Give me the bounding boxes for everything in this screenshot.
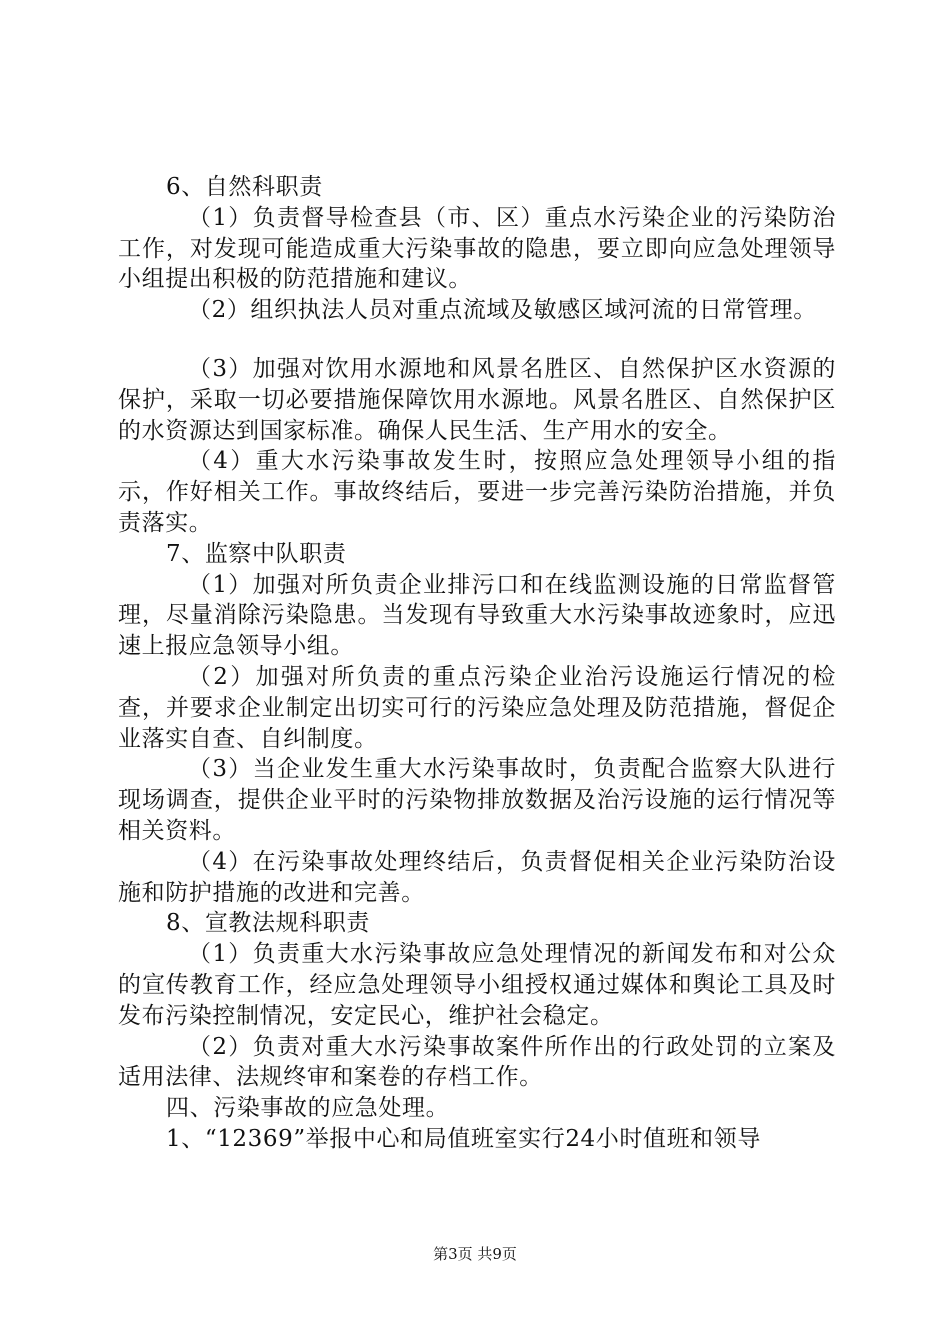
section-heading-natural-dept: 6、自然科职责 [166, 174, 323, 200]
section-heading-inspection-team: 7、监察中队职责 [166, 540, 347, 567]
paragraph: （2）组织执法人员对重点流域及敏感区域河流的日常管理。 [188, 297, 817, 324]
paragraph: 1、“12369”举报中心和局值班室实行24小时值班和领导 [166, 1125, 761, 1152]
paragraph: （3）当企业发生重大水污染事故时，负责配合监察大队进行现场调查，提供企业平时的污染物排放数据及治污设施的运行情况等相关资料。 [118, 756, 836, 844]
paragraph: （1）负责重大水污染事故应急处理情况的新闻发布和对公众的宣传教育工作，经应急处理领导小组授权通过媒体和舆论工具及时发布污染控制情况，安定民心，维护社会稳定。 [118, 941, 836, 1029]
paragraph: （1）加强对所负责企业排污口和在线监测设施的日常监督管理，尽量消除污染隐患。当发现有导致重大水污染事故迹象时，应迅速上报应急领导小组。 [118, 571, 836, 660]
paragraph: （1）负责督导检查县（市、区）重点水污染企业的污染防治工作，对发现可能造成重大污染事故的隐患，要立即向应急处理领导小组提出积极的防范措施和建议。 [118, 204, 836, 293]
section-heading-emergency: 四、污染事故的应急处理。 [166, 1095, 450, 1122]
paragraph: （3）加强对饮用水源地和风景名胜区、自然保护区水资源的保护，采取一切必要措施保障饮用水源地。风景名胜区、自然保护区的水资源达到国家标准。确保人民生活、生产用水的安全。 [118, 355, 836, 444]
paragraph: （2）负责对重大水污染事故案件所作出的行政处罚的立案及适用法律、法规终审和案卷的存档工作。 [118, 1033, 836, 1091]
document-body [118, 172, 836, 1155]
paragraph: （4）重大水污染事故发生时，按照应急处理领导小组的指示，作好相关工作。事故终结后，要进一步完善污染防治措施，并负责落实。 [118, 448, 836, 536]
paragraph: （2）加强对所负责的重点污染企业治污设施运行情况的检查，并要求企业制定出切实可行的污染应急处理及防范措施，督促企业落实自查、自纠制度。 [118, 663, 836, 752]
paragraph: （4）在污染事故处理终结后，负责督促相关企业污染防治设施和防护措施的改进和完善。 [118, 848, 836, 906]
page-footer: 第3页 共9页 [433, 1245, 517, 1263]
section-heading-publicity-dept: 8、宣教法规科职责 [166, 910, 371, 937]
